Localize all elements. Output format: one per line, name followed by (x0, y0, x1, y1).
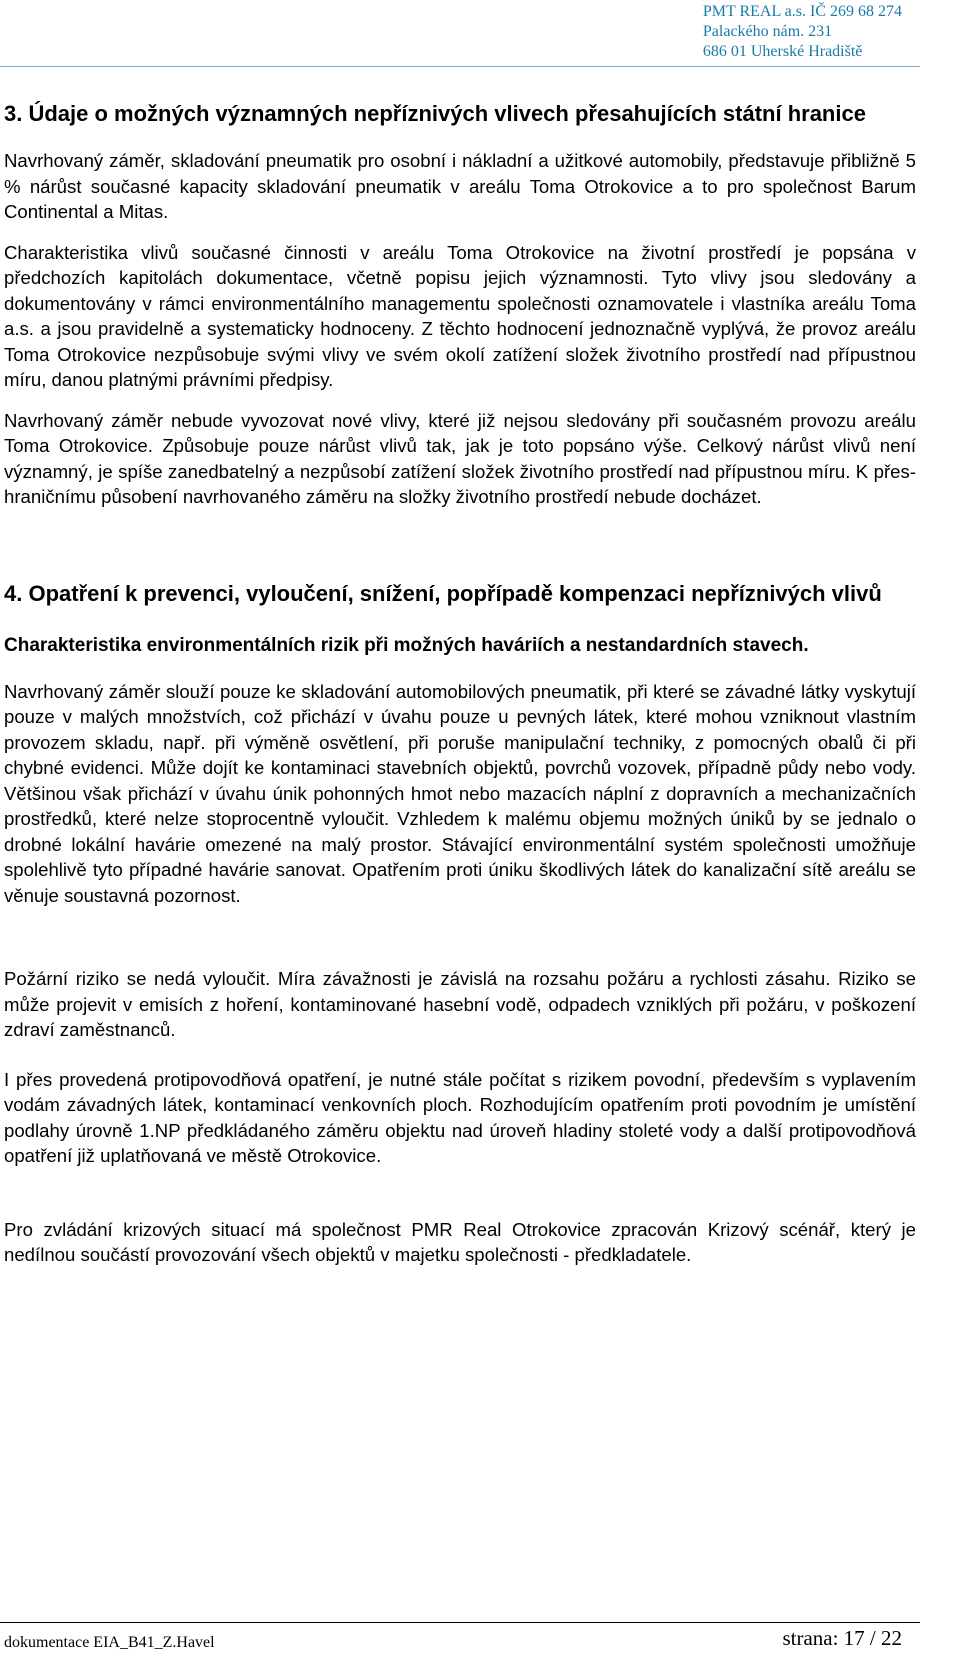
section-4-subheading: Charakteristika environmentálních rizik při možných haváriích a nestandardních stavech. (4, 634, 809, 656)
section-4-paragraph-2: Požární riziko se nedá vyloučit. Míra závažnosti je závislá na rozsahu požáru a rychlosti zásahu. Riziko se může projevit v emisích z hoření, kontaminované hasební vodě, odpadech vzniklých při požáru, v poškození zdraví zaměstnanců. (4, 968, 916, 1040)
section-3-paragraph-3: Navrhovaný záměr nebude vyvozovat nové vlivy, které již nejsou sledovány při současném provozu areálu Toma Otrokovice. Způsobuje pouze nárůst vlivů tak, jak je toto popsáno výše. Celkový nárůst vlivů není významný, je spíše zanedbatelný a nezpůsobí zatížení složek životního prostředí nad přípustnou míru. K přes-hraničnímu působení navrhovaného záměru na složky životního prostředí nebude docházet. (4, 409, 916, 507)
section-4-heading: 4. Opatření k prevenci, vyloučení, snížení, popřípadě kompenzaci nepříznivých vlivů (4, 580, 882, 606)
page-content (4, 100, 916, 1268)
footer-document-id: dokumentace EIA_B41_Z.Havel (4, 1634, 215, 1651)
footer-divider (0, 1622, 920, 1623)
section-3-paragraph-1: Navrhovaný záměr, skladování pneumatik pro osobní i nákladní a užitkové automobily, představuje přibližně 5 % nárůst současné kapacity skladování pneumatik v areálu Toma Otrokovice a to pro společnost Barum Continental a Mitas. (4, 150, 916, 222)
section-3-heading: 3. Údaje o možných významných nepříznivých vlivech přesahujících státní hranice (4, 101, 866, 126)
section-4-paragraph-4: Pro zvládání krizových situací má společnost PMR Real Otrokovice zpracován Krizový scénář, který je nedílnou součástí provozování všech objektů v majetku společnosti - předkladatele. (4, 1218, 916, 1265)
header-street-line: Palackého nám. 231 (702, 23, 833, 40)
header-company-line: PMT REAL a.s. IČ 269 68 274 (702, 3, 902, 20)
section-3-paragraph-2: Charakteristika vlivů současné činnosti v areálu Toma Otrokovice na životní prostředí je popsána v předchozích kapitolách dokumentace, včetně popisu jejich významnosti. Tyto vlivy jsou sledovány a dokumentovány v rámci environmentálního managementu společnosti oznamovatele i vlastníka areálu Toma a.s. a jsou pravidelně a systematicky hodnoceny. Z těchto hodnocení jednoznačně vyplývá, že provoz areálu Toma Otrokovice nezpůsobuje svými vlivy ve svém okolí zatížení složek životního prostředí nad přípustnou míru, danou platnými právními předpisy. (4, 241, 916, 390)
footer-page-number: strana: 17 / 22 (782, 1626, 902, 1650)
section-4-paragraph-3: I přes provedená protipovodňová opatření, je nutné stále počítat s rizikem povodní, především s vyplavením vodám závadných látek, kontaminací venkovních ploch. Rozhodujícím opatřením proti povodním je umístění podlahy úrovně 1.NP předkládaného záměru objektu nad úroveň hladiny stoleté vody a další protipovodňová opatření již uplatňovaná ve městě Otrokovice. (4, 1068, 916, 1166)
header-divider (0, 66, 920, 67)
company-header (703, 2, 902, 62)
header-city-line: 686 01 Uherské Hradiště (702, 43, 863, 60)
section-4-paragraph-1: Navrhovaný záměr slouží pouze ke skladování automobilových pneumatik, při které se závadné látky vyskytují pouze v malých množstvích, což přichází v úvahu pouze u pevných látek, které mohou vzniknout vlastním provozem skladu, např. při výměně osvětlení, při poruše manipulační techniky, z pomocných obalů či při chybné evidenci. Může dojít ke kontaminaci stavebních objektů, povrchů vozovek, případně půdy nebo vody. Většinou však přichází v úvahu únik pohonných hmot nebo mazacích náplní z dopravních a mechanizačních prostředků, které nelze stoprocentně vyloučit. Vzhledem k malému objemu možných úniků by se jednalo o drobné lokální havárie omezené na malý prostor. Stávající environmentální systém společnosti umožňuje spolehlivě tyto případné havárie sanovat. Opatřením proti úniku škodlivých látek do kanalizační sítě areálu se věnuje soustavná pozornost. (4, 680, 916, 906)
